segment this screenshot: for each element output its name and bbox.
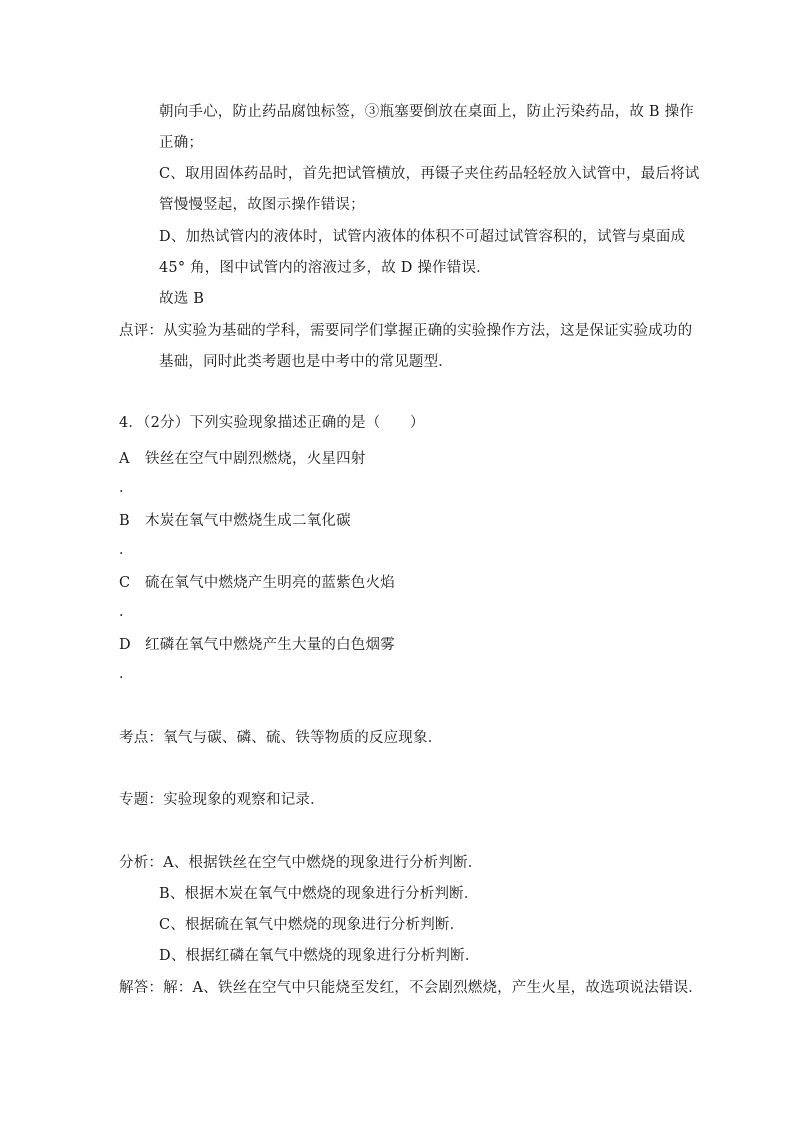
analysis-conclusion: 故选 B xyxy=(159,291,205,307)
analysis-line: 管慢慢竖起，故图示操作错误； xyxy=(159,197,365,213)
kaodian-section xyxy=(119,728,442,748)
jieda-section xyxy=(119,978,703,998)
kaodian-label: 考点： xyxy=(119,730,164,746)
fenxi-line: A、根据铁丝在空气中燃烧的现象进行分析判断． xyxy=(163,855,483,871)
jieda-label: 解答： xyxy=(119,980,164,996)
fenxi-label: 分析： xyxy=(119,855,164,871)
question-stem: 4．（2分）下列实验现象描述正确的是（ ） xyxy=(119,415,425,431)
analysis-line: 45° 角，图中试管内的溶液过多，故 D 操作错误． xyxy=(159,260,491,276)
analysis-line: 正确； xyxy=(159,135,204,151)
comment-section xyxy=(119,321,692,341)
analysis-line: C、取用固体药品时，首先把试管横放，再镊子夹住药品轻轻放入试管中，最后将试 xyxy=(159,166,700,182)
option-text: 硫在氧气中燃烧产生明亮的蓝紫色火焰 xyxy=(145,575,395,591)
option-dot: ． xyxy=(119,480,134,496)
option-a xyxy=(119,449,366,469)
option-letter: A xyxy=(119,451,130,467)
option-dot: ． xyxy=(119,604,134,620)
option-d xyxy=(119,635,395,655)
option-letter: B xyxy=(119,513,130,529)
option-letter: D xyxy=(119,637,131,653)
option-dot: ． xyxy=(119,666,134,682)
analysis-line: 朝向手心，防止药品腐蚀标签，③瓶塞要倒放在桌面上，防止污染药品，故 B 操作 xyxy=(159,104,694,120)
comment-text-cont: 基础，同时此类考题也是中考中的常见题型． xyxy=(159,354,453,370)
option-text: 铁丝在空气中剧烈燃烧，火星四射 xyxy=(145,451,366,467)
option-text: 木炭在氧气中燃烧生成二氧化碳 xyxy=(145,513,351,529)
option-dot: ． xyxy=(119,542,134,558)
option-letter: C xyxy=(119,575,131,591)
fenxi-section xyxy=(119,853,482,873)
fenxi-line: D、根据红磷在氧气中燃烧的现象进行分析判断． xyxy=(159,948,480,964)
analysis-line: D、加热试管内的液体时，试管内液体的体积不可超过试管容积的，试管与桌面成 xyxy=(159,229,686,245)
fenxi-line: C、根据硫在氧气中燃烧的现象进行分析判断． xyxy=(159,917,465,933)
fenxi-line: B、根据木炭在氧气中燃烧的现象进行分析判断． xyxy=(159,886,479,902)
kaodian-text: 氧气与碳、磷、硫、铁等物质的反应现象． xyxy=(163,730,443,746)
zhuanti-section xyxy=(119,790,325,810)
comment-text: 从实验为基础的学科，需要同学们掌握正确的实验操作方法，这是保证实验成功的 xyxy=(163,323,693,339)
comment-label: 点评： xyxy=(119,323,164,339)
option-c xyxy=(119,573,395,593)
jieda-text: 解：A、铁丝在空气中只能烧至发红，不会剧烈燃烧，产生火星，故选项说法错误． xyxy=(163,980,703,996)
option-b xyxy=(119,511,351,531)
zhuanti-text: 实验现象的观察和记录． xyxy=(163,792,325,808)
zhuanti-label: 专题： xyxy=(119,792,164,808)
option-text: 红磷在氧气中燃烧产生大量的白色烟雾 xyxy=(145,637,395,653)
